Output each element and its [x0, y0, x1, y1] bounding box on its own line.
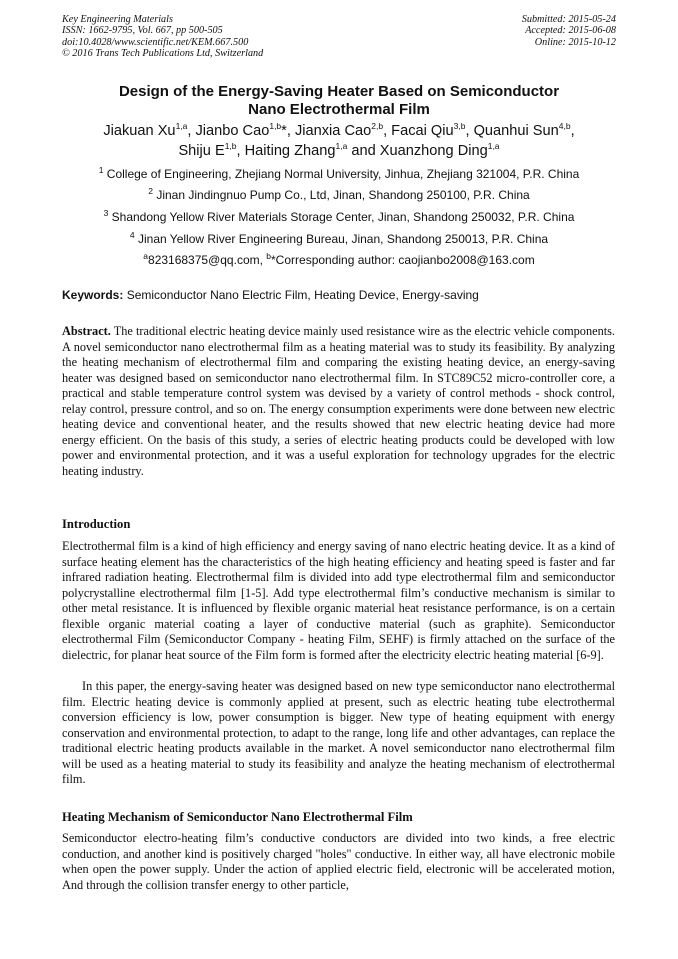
author: Haiting Zhang$^{1,a}$ — [244, 141, 348, 159]
section-heading-introduction: Introduction — [62, 517, 131, 531]
journal-header-left — [62, 14, 263, 60]
author: Xuanzhong Ding$^{1,a}$ — [379, 141, 500, 159]
author: Quanhui Sun$^{4,b}$ — [473, 121, 571, 139]
author-list: Jiakuan Xu$^{1,a}$, Jianbo Cao$^{1,b}$*, Jianxia Cao$^{2,b}$, Facai Qiu$^{3,b}$, Quanhui Sun$^{4,b}$, Shiju E$^{1,b}$, Haiting Zhang$^{1,a}$ and Xuanzhong Ding$^{1,a}$ — [103, 121, 575, 159]
affiliation: $^1$ College of Engineering, Zhejiang Normal University, Jinhua, Zhejiang 321004, P.R. China — [98, 165, 580, 181]
affiliation: $^3$ Shandong Yellow River Materials Storage Center, Jinan, Shandong 250032, P.R. China — [103, 208, 575, 224]
journal-name: Key Engineering Materials — [62, 14, 173, 25]
affiliation: $^4$ Jinan Yellow River Engineering Bureau, Jinan, Shandong 250013, P.R. China — [129, 230, 549, 246]
journal-copyright: © 2016 Trans Tech Publications Ltd, Switzerland — [62, 48, 264, 60]
paper-title — [62, 83, 616, 119]
author: Shiju E$^{1,b}$ — [178, 141, 237, 159]
abstract-text: The traditional electric heating device mainly used resistance wire as the electric vehicle components. A novel semiconductor nano electrothermal film as a heating material was to study its feasibility. By analyzing the heating mechanism of electrothermal film and comparing the existing heating device, an energy-saving heater was designed based on semiconductor nano electrothermal film. In STC89C52 micro-controller core, a practical and stable temperature control system was devised by a variety of control methods - shock control, relay control, pressure control, and so on. The energy consumption experiments were done between new electric heating device and conventional heater, and the results showed that new electric heating device had more energy efficient. On the basis of this study, a series of electric heating products could be developed with low power and environmental protection, and it was a useful exploration for technology upgrades for the electric heating industry. — [62, 324, 615, 478]
abstract — [62, 324, 615, 479]
paper-title-line2: Nano Electrothermal Film — [248, 101, 430, 118]
journal-issn: ISSN: 1662-9795, Vol. 667, pp 500-505 — [62, 25, 223, 37]
keywords-label: Keywords: — [62, 288, 124, 302]
introduction-paragraph-1: Electrothermal film is a kind of high efficiency and energy saving of nano electric heating device. It as a kind of surface heating element has the characteristics of the high heating efficiency and heating speed is faster and far infrared radiation heating. Electrothermal film is divided into add type electrothermal film and semiconductor polycrystalline electrothermal film [1-5]. Add type electrothermal film’s conductive mechanism is similar to other metal resistance. It is influenced by flexible organic material heat resistance performance, is on a certain flexible organic material coating a layer of conductive material (such as graphite). Semiconductor electrothermal Film (Semiconductor Company - heating Film, SEHF) is firmly attached on the surface of the dielectric, for planar heat source of the Film form is formed after the electricity electric heating material [6-9]. — [62, 539, 615, 662]
journal-header-right — [522, 14, 616, 48]
affiliation: $^2$ Jinan Jindingnuo Pump Co., Ltd, Jinan, Shandong 250100, P.R. China — [148, 186, 530, 202]
submitted-date: Submitted: 2015-05-24 — [521, 14, 616, 25]
introduction-paragraph-2: In this paper, the energy-saving heater was designed based on new type semiconductor nano electrothermal film. Electric heating device is commonly applied at present, such as electric heating tube electrothermal conversion efficiency is low, power consumption is bigger. New type of heating equipment with energy conservation and environmental protection, to adapt to the range, long life and other advantages, can replace the traditional electric heating products available in the market. A novel semiconductor nano electrothermal film will be used as a heating material to study its feasibility and analyze the heating mechanism of electrothermal film. — [62, 679, 615, 786]
author: Jianbo Cao$^{1,b}$* — [195, 121, 287, 139]
online-date: Online: 2015-10-12 — [534, 36, 616, 48]
author-emails: $^a$823168375@qq.com, $^b$*Corresponding author: caojianbo2008@163.com — [143, 251, 535, 267]
section-heading-heating-mechanism: Heating Mechanism of Semiconductor Nano Electrothermal Film — [62, 810, 413, 824]
accepted-date: Accepted: 2015-06-08 — [525, 25, 616, 37]
keywords-text: Semiconductor Nano Electric Film, Heating Device, Energy-saving — [123, 288, 479, 302]
author: Jianxia Cao$^{2,b}$ — [294, 121, 384, 139]
author: Facai Qiu$^{3,b}$ — [391, 121, 466, 139]
author: Jiakuan Xu$^{1,a}$ — [103, 121, 188, 139]
heating-mechanism-paragraph-1: Semiconductor electro-heating film’s conductive conductors are divided into two kinds, a free electric conduction, and another kind is positively charged "holes" conductive. In either way, all have electronic mobile when open the power supply. Under the action of applied electric field, electronic will be accelerated motion, And through the collision transfer energy to other particle, — [62, 831, 615, 892]
journal-doi: doi:10.4028/www.scientific.net/KEM.667.500 — [62, 36, 249, 48]
paper-title-line1: Design of the Energy-Saving Heater Based on Semiconductor — [118, 83, 560, 100]
abstract-label: Abstract. — [62, 324, 111, 338]
keywords — [62, 288, 622, 302]
